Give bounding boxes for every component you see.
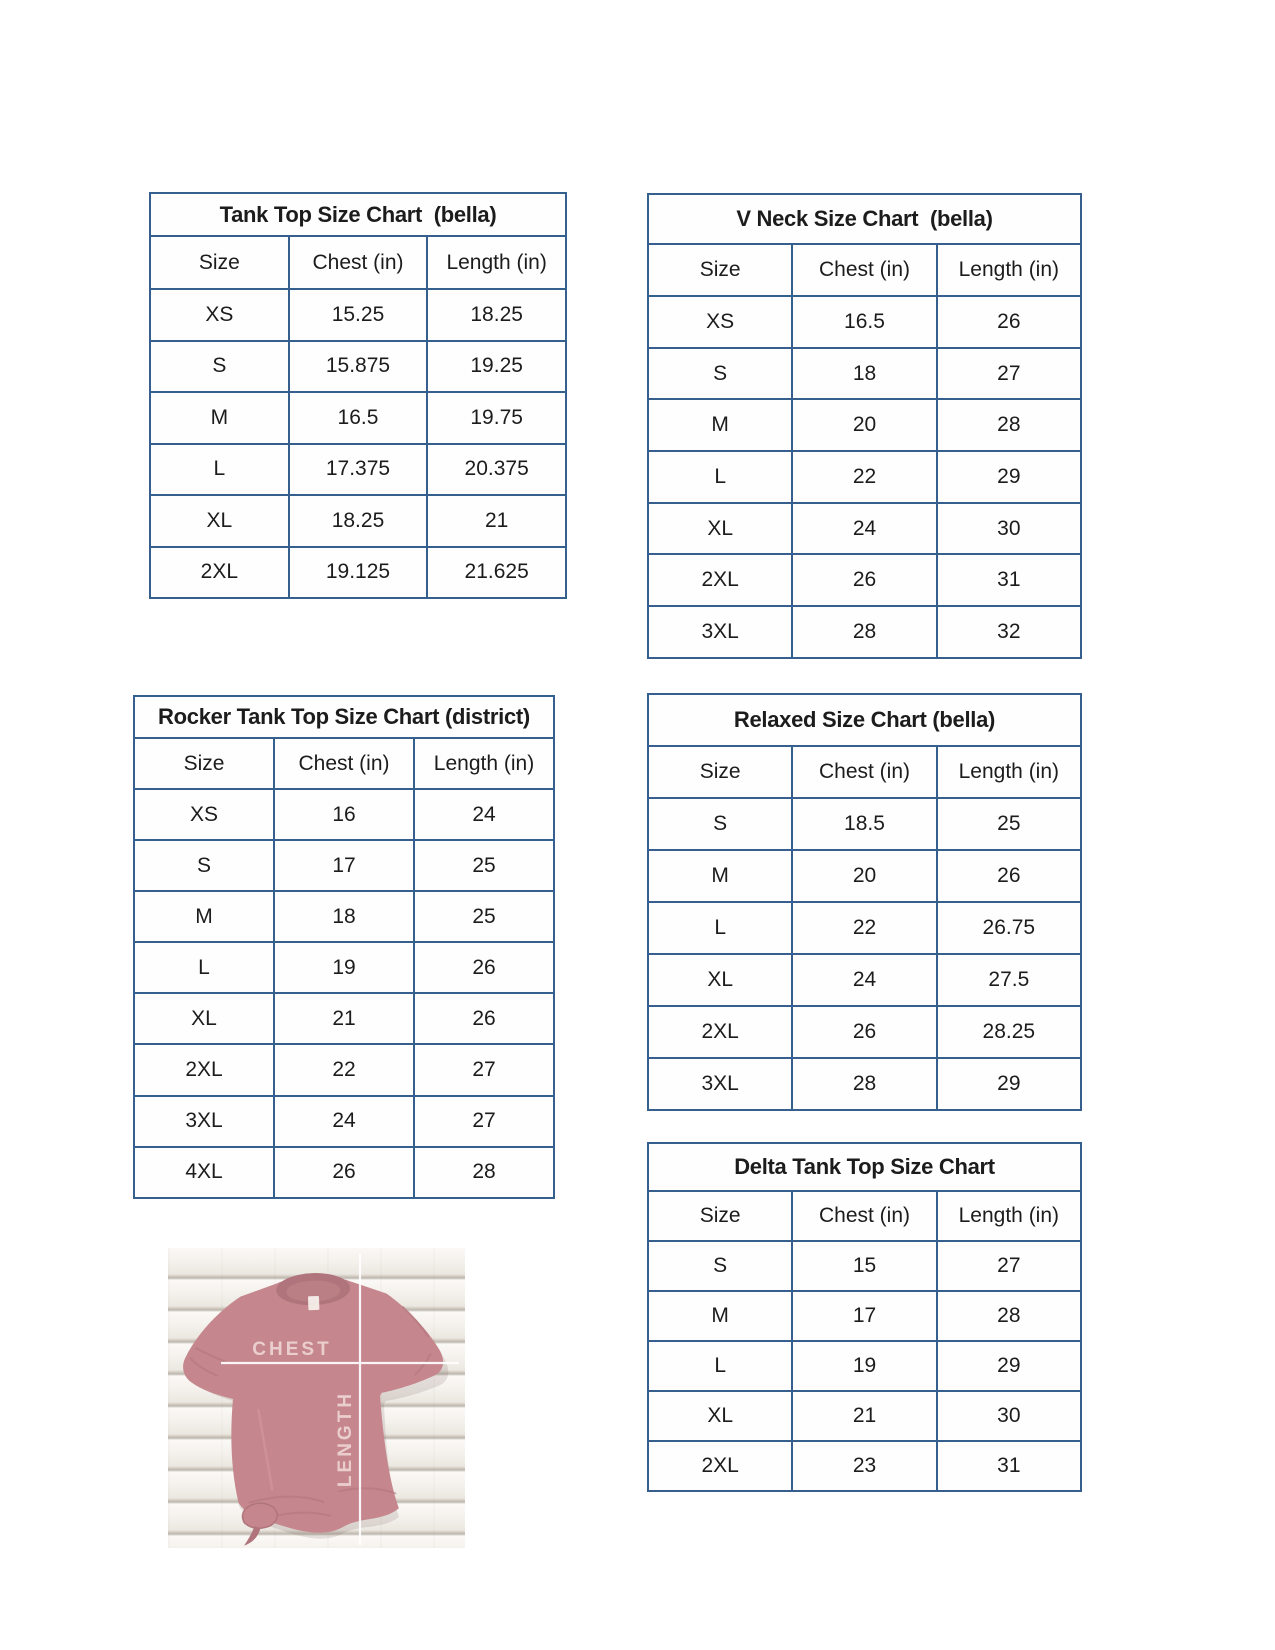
table-row <box>150 392 566 444</box>
chest-cell: 17.375 <box>289 444 428 496</box>
chest-cell: 24 <box>792 954 936 1006</box>
chest-cell: 22 <box>792 451 936 503</box>
chest-cell: 22 <box>274 1044 414 1095</box>
length-cell: 24 <box>414 789 554 840</box>
column-header: Chest (in) <box>274 738 414 789</box>
chest-cell: 15.875 <box>289 341 428 393</box>
chest-cell: 17 <box>274 840 414 891</box>
relaxed-size-chart <box>647 693 1082 1111</box>
table-row <box>648 1058 1081 1110</box>
length-cell: 26 <box>414 993 554 1044</box>
length-cell: 31 <box>937 1441 1081 1491</box>
length-cell: 27 <box>937 1241 1081 1291</box>
table-row <box>648 1006 1081 1058</box>
chest-cell: 21 <box>274 993 414 1044</box>
size-cell: L <box>648 1341 792 1391</box>
size-cell: L <box>150 444 289 496</box>
table-row <box>648 503 1081 555</box>
length-cell: 28 <box>937 399 1081 451</box>
size-cell: M <box>648 850 792 902</box>
column-header: Chest (in) <box>289 236 428 289</box>
column-header: Length (in) <box>427 236 566 289</box>
chest-cell: 26 <box>792 554 936 606</box>
table-row <box>648 348 1081 400</box>
table-row <box>648 1441 1081 1491</box>
column-header: Length (in) <box>937 746 1081 798</box>
chest-cell: 20 <box>792 850 936 902</box>
tank-top-size-chart <box>149 192 567 599</box>
chest-cell: 19 <box>792 1341 936 1391</box>
column-header: Length (in) <box>414 738 554 789</box>
size-cell: L <box>134 942 274 993</box>
length-cell: 19.25 <box>427 341 566 393</box>
relaxed-grid <box>647 693 1082 1111</box>
chest-cell: 16 <box>274 789 414 840</box>
size-cell: M <box>648 1291 792 1341</box>
chest-cell: 20 <box>792 399 936 451</box>
size-cell: 3XL <box>648 1058 792 1110</box>
rocker-tank-size-chart <box>133 695 555 1199</box>
length-cell: 28.25 <box>937 1006 1081 1058</box>
length-cell: 28 <box>937 1291 1081 1341</box>
chest-cell: 23 <box>792 1441 936 1491</box>
size-cell: 3XL <box>648 606 792 658</box>
size-cell: 4XL <box>134 1147 274 1198</box>
size-cell: S <box>134 840 274 891</box>
size-cell: XS <box>648 296 792 348</box>
size-cell: XL <box>648 503 792 555</box>
chest-cell: 21 <box>792 1391 936 1441</box>
header-row <box>134 738 554 789</box>
length-cell: 26 <box>937 296 1081 348</box>
length-cell: 19.75 <box>427 392 566 444</box>
chest-cell: 26 <box>274 1147 414 1198</box>
column-header: Chest (in) <box>792 746 936 798</box>
header-row <box>648 746 1081 798</box>
hem-knot-tail <box>243 1526 261 1546</box>
length-cell: 31 <box>937 554 1081 606</box>
table-row <box>134 789 554 840</box>
size-cell: S <box>648 798 792 850</box>
chest-cell: 24 <box>274 1096 414 1147</box>
size-cell: M <box>150 392 289 444</box>
table-row <box>648 296 1081 348</box>
size-cell: XL <box>648 954 792 1006</box>
table-row <box>648 1341 1081 1391</box>
length-cell: 27 <box>414 1096 554 1147</box>
chest-cell: 15.25 <box>289 289 428 341</box>
length-cell: 29 <box>937 1341 1081 1391</box>
length-cell: 27 <box>414 1044 554 1095</box>
length-cell: 21 <box>427 495 566 547</box>
chest-cell: 26 <box>792 1006 936 1058</box>
size-cell: XS <box>134 789 274 840</box>
size-cell: 2XL <box>648 1441 792 1491</box>
table-row <box>150 341 566 393</box>
length-cell: 25 <box>414 891 554 942</box>
chest-label: CHEST <box>252 1339 332 1360</box>
size-cell: M <box>648 399 792 451</box>
table-title: Relaxed Size Chart (bella) <box>648 694 1081 746</box>
size-cell: 3XL <box>134 1096 274 1147</box>
table-row <box>150 495 566 547</box>
table-row <box>648 798 1081 850</box>
column-header: Chest (in) <box>792 244 936 296</box>
chest-cell: 22 <box>792 902 936 954</box>
delta-tank-grid <box>647 1142 1082 1492</box>
size-cell: M <box>134 891 274 942</box>
length-cell: 30 <box>937 503 1081 555</box>
size-cell: XL <box>134 993 274 1044</box>
length-cell: 20.375 <box>427 444 566 496</box>
column-header: Size <box>648 746 792 798</box>
chest-cell: 18 <box>792 348 936 400</box>
table-row <box>648 954 1081 1006</box>
table-row <box>648 1241 1081 1291</box>
table-row <box>150 547 566 599</box>
size-cell: 2XL <box>648 554 792 606</box>
tank-top-grid <box>149 192 567 599</box>
length-cell: 27.5 <box>937 954 1081 1006</box>
size-cell: XL <box>150 495 289 547</box>
v-neck-grid <box>647 193 1082 659</box>
size-cell: 2XL <box>648 1006 792 1058</box>
table-row <box>134 891 554 942</box>
table-row <box>648 902 1081 954</box>
rocker-tank-grid <box>133 695 555 1199</box>
size-cell: XS <box>150 289 289 341</box>
chest-cell: 19.125 <box>289 547 428 599</box>
length-cell: 21.625 <box>427 547 566 599</box>
chest-cell: 28 <box>792 606 936 658</box>
chest-cell: 18 <box>274 891 414 942</box>
header-row <box>648 244 1081 296</box>
chest-cell: 24 <box>792 503 936 555</box>
table-title: Delta Tank Top Size Chart <box>648 1143 1081 1191</box>
length-cell: 18.25 <box>427 289 566 341</box>
column-header: Length (in) <box>937 244 1081 296</box>
header-row <box>150 236 566 289</box>
size-cell: 2XL <box>134 1044 274 1095</box>
table-title: Rocker Tank Top Size Chart (district) <box>134 696 554 738</box>
length-cell: 29 <box>937 1058 1081 1110</box>
table-row <box>648 606 1081 658</box>
table-title: Tank Top Size Chart (bella) <box>150 193 566 236</box>
table-row <box>134 1096 554 1147</box>
shirt-illustration <box>168 1248 465 1548</box>
length-cell: 32 <box>937 606 1081 658</box>
size-cell: XL <box>648 1391 792 1441</box>
table-row <box>134 993 554 1044</box>
chest-cell: 28 <box>792 1058 936 1110</box>
column-header: Size <box>150 236 289 289</box>
t-shirt <box>180 1269 449 1548</box>
table-title: V Neck Size Chart (bella) <box>648 194 1081 244</box>
size-cell: L <box>648 451 792 503</box>
length-cell: 26 <box>414 942 554 993</box>
length-cell: 26 <box>937 850 1081 902</box>
length-cell: 27 <box>937 348 1081 400</box>
column-header: Length (in) <box>937 1191 1081 1241</box>
chest-cell: 16.5 <box>289 392 428 444</box>
length-cell: 29 <box>937 451 1081 503</box>
table-row <box>150 289 566 341</box>
size-cell: S <box>648 1241 792 1291</box>
length-cell: 28 <box>414 1147 554 1198</box>
length-cell: 26.75 <box>937 902 1081 954</box>
length-label: LENGTH <box>335 1390 356 1488</box>
size-cell: S <box>150 341 289 393</box>
length-cell: 25 <box>414 840 554 891</box>
size-cell: 2XL <box>150 547 289 599</box>
chest-cell: 16.5 <box>792 296 936 348</box>
length-cell: 30 <box>937 1391 1081 1441</box>
table-row <box>648 850 1081 902</box>
shirt-measurement-photo <box>168 1248 465 1548</box>
size-cell: L <box>648 902 792 954</box>
column-header: Size <box>648 244 792 296</box>
table-row <box>648 554 1081 606</box>
chest-cell: 18.25 <box>289 495 428 547</box>
table-row <box>648 399 1081 451</box>
chest-cell: 17 <box>792 1291 936 1341</box>
column-header: Size <box>134 738 274 789</box>
table-row <box>134 1147 554 1198</box>
column-header: Chest (in) <box>792 1191 936 1241</box>
table-row <box>134 840 554 891</box>
delta-tank-size-chart <box>647 1142 1082 1492</box>
table-row <box>134 942 554 993</box>
length-cell: 25 <box>937 798 1081 850</box>
chest-cell: 15 <box>792 1241 936 1291</box>
table-row <box>648 451 1081 503</box>
neck-tag <box>308 1296 319 1310</box>
header-row <box>648 1191 1081 1241</box>
table-row <box>150 444 566 496</box>
chest-cell: 18.5 <box>792 798 936 850</box>
table-row <box>648 1391 1081 1441</box>
chest-cell: 19 <box>274 942 414 993</box>
v-neck-size-chart <box>647 193 1082 659</box>
column-header: Size <box>648 1191 792 1241</box>
size-cell: S <box>648 348 792 400</box>
table-row <box>134 1044 554 1095</box>
table-row <box>648 1291 1081 1341</box>
